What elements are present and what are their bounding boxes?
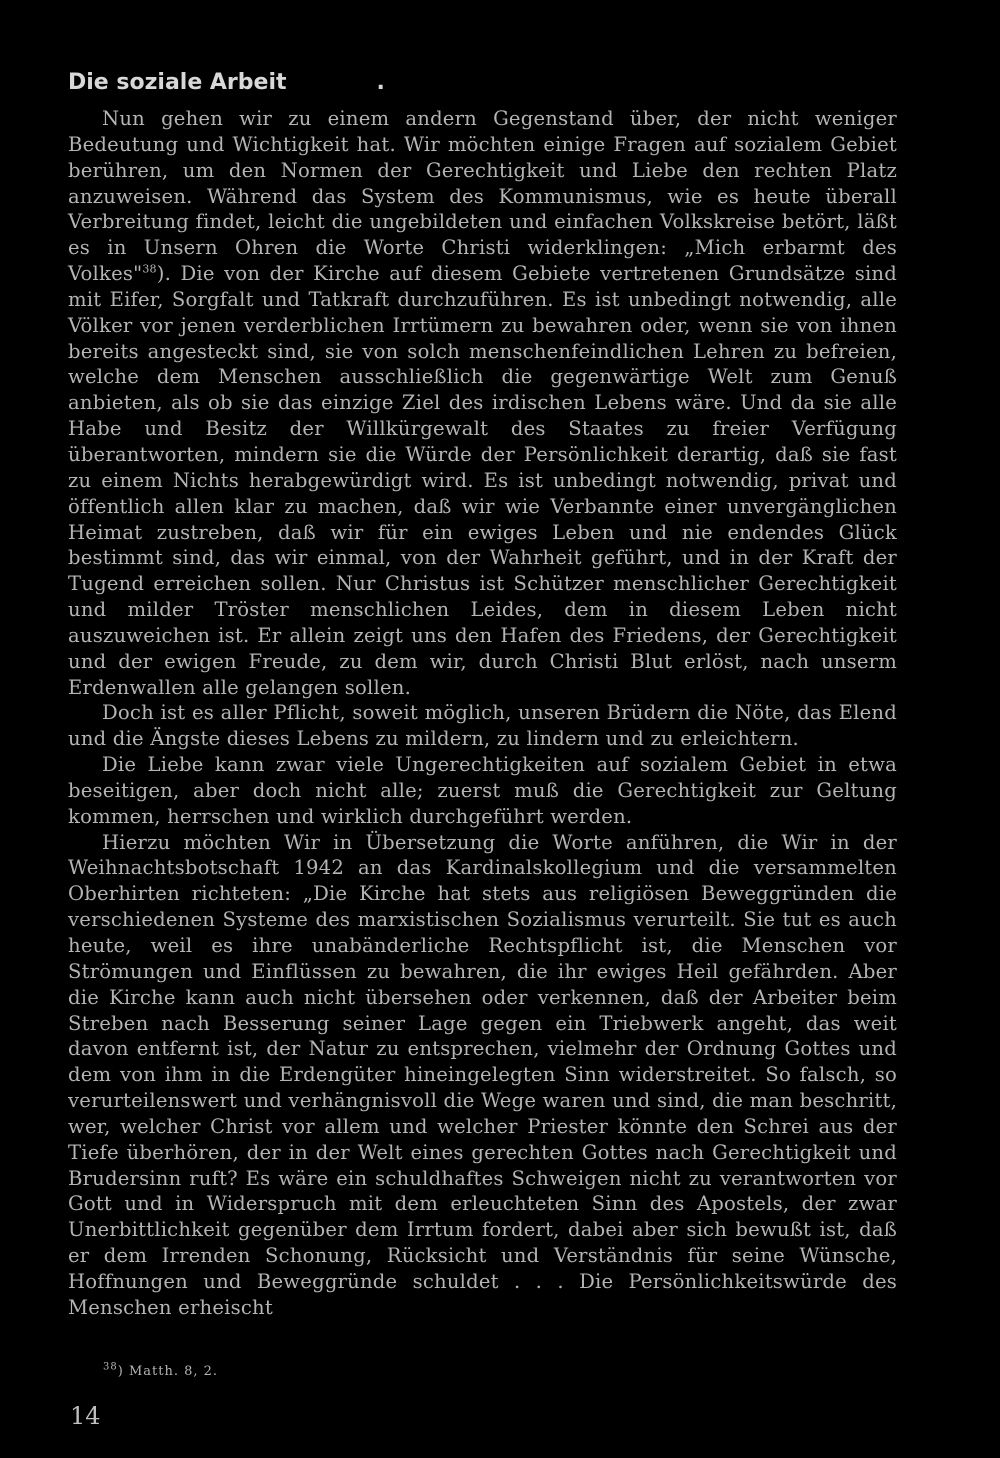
body-text — [68, 106, 897, 1321]
page-number: 14 — [70, 1402, 101, 1430]
section-title-mark: . — [376, 70, 385, 95]
footnote-reference: 38 — [142, 262, 157, 276]
paragraph-1-text-a: Nun gehen wir zu einem andern Gegenstand über, der nicht weniger Bedeutung und Wichtigkeit hat. Wir möchten einige Fragen auf sozialem Gebiet berühren, um den Normen der Gerechtigkeit und Liebe den rechten Platz anzuweisen. Während das System des Kommunismus, wie es heute überall Verbreitung findet, leicht die ungebildeten und einfachen Volkskreise betört, läßt es in Unsern Ohren die Worte Christi widerklingen: „Mich erbarmt des Volkes" — [68, 107, 897, 286]
footnote-text: ) Matth. 8, 2. — [117, 1364, 219, 1379]
paragraph-1 — [68, 106, 897, 700]
paragraph-4: Hierzu möchten Wir in Übersetzung die Worte anführen, die Wir in der Weihnachtsbotschaft 1942 an das Kardinalskollegium und die versammelten Oberhirten richteten: „Die Kirche hat stets aus religiösen Beweggründen die verschiedenen Systeme des marxistischen Sozialismus verurteilt. Sie tut es auch heute, weil es ihre unabänderliche Rechtspflicht ist, die Menschen vor Strömungen und Einflüssen zu bewahren, die ihr ewiges Heil gefährden. Aber die Kirche kann auch nicht übersehen oder verkennen, daß der Arbeiter beim Streben nach Besserung seiner Lage gegen ein Triebwerk angeht, das weit davon entfernt ist, der Natur zu entsprechen, vielmehr der Ordnung Gottes und dem von ihm in die Erdengüter hineingelegten Sinn widerstreitet. So falsch, so verurteilenswert und verhängnisvoll die Wege waren und sind, die man beschritt, wer, welcher Christ vor allem und welcher Priester könnte den Schrei aus der Tiefe überhören, der in der Welt eines gerechten Gottes nach Gerechtigkeit und Brudersinn ruft? Es wäre ein schuldhaftes Schweigen nicht zu verantworten vor Gott und in Widerspruch mit dem erleuchteten Sinn des Apostels, der zwar Unerbittlichkeit gegenüber dem Irrtum fordert, dabei aber sich bewußt ist, daß er dem Irrenden Schonung, Rücksicht und Verständnis für seine Wünsche, Hoffnungen und Beweggründe schuldet . . . Die Persönlichkeitswürde des Menschen erheischt — [68, 830, 897, 1319]
footnote — [103, 1361, 219, 1379]
footnote-mark: 38 — [103, 1361, 118, 1373]
paragraph-1-text-b: ). Die von der Kirche auf diesem Gebiete vertretenen Grundsätze sind mit Eifer, Sorgfalt und Tatkraft durchzuführen. Es ist unbedingt notwendig, alle Völker vor jenen verderblichen Irrtümern zu bewahren oder, wenn sie von ihnen bereits angesteckt sind, sie von solch menschenfeindlichen Lehren zu befreien, welche dem Menschen ausschließlich die gegenwärtige Welt zum Genuß anbieten, als ob sie das einzige Ziel des irdischen Lebens wäre. Und da sie alle Habe und Besitz der Willkürgewalt des Staates zu freier Verfügung überantworten, mindern sie die Würde der Persönlichkeit derartig, daß sie fast zu einem Nichts herabgewürdigt wird. Es ist unbedingt notwendig, privat und öffentlich allen klar zu machen, daß wir wie Verbannte einer unvergänglichen Heimat zustreben, daß wir für ein ewiges Leben und nie endendes Glück bestimmt sind, das wir einmal, von der Wahrheit geführt, und in der Kraft der Tugend erreichen sollen. Nur Christus ist Schützer menschlicher Gerechtigkeit und milder Tröster menschlichen Leides, dem in diesem Leben nicht auszuweichen ist. Er allein zeigt uns den Hafen des Friedens, der Gerechtigkeit und der ewigen Freude, zu dem wir, durch Christi Blut erlöst, nach unserm Erdenwallen alle gelangen sollen. — [68, 262, 897, 699]
section-title: Die soziale Arbeit — [68, 70, 287, 95]
paragraph-2: Doch ist es aller Pflicht, soweit möglich, unseren Brüdern die Nöte, das Elend und die Ängste dieses Lebens zu mildern, zu lindern und zu erleichtern. — [68, 701, 897, 751]
paragraph-3: Die Liebe kann zwar viele Ungerechtigkeiten auf sozialem Gebiet in etwa beseitigen, aber doch nicht alle; zuerst muß die Gerechtigkeit zur Geltung kommen, herrschen und wirklich durchgeführt werden. — [68, 753, 897, 828]
section-heading — [68, 66, 897, 100]
